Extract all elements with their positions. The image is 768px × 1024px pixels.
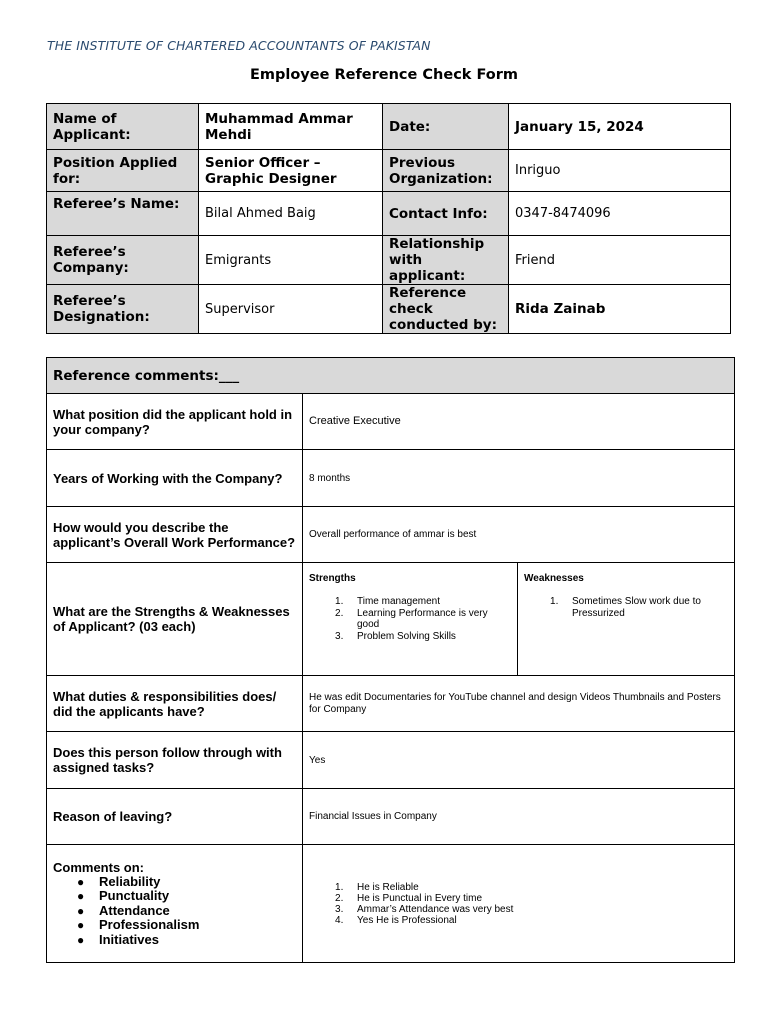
answer-position-held: Creative Executive [303,394,735,450]
answer-duties: He was edit Documentaries for YouTube channel and design Videos Thumbnails and Posters for Company [303,676,735,732]
comments-on-list [53,875,296,947]
contact-info-label: Contact Info: [383,192,509,236]
conducted-by-value: Rida Zainab [509,285,731,334]
weaknesses-title: Weaknesses [524,573,584,584]
conducted-by-label: Reference check conducted by: [383,285,509,334]
list-item: ● Initiatives [77,933,296,947]
question-strengths-weaknesses: What are the Strengths & Weaknesses of Applicant? (03 each) [47,563,303,676]
name-label: Name of Applicant: [47,104,199,150]
list-item: ● Punctuality [77,889,296,903]
question-position-held: What position did the applicant hold in your company? [47,394,303,450]
referee-company-value: Emigrants [199,236,383,285]
question-overall-performance: How would you describe the applicant’s Overall Work Performance? [47,507,303,563]
contact-info-value: 0347-8474096 [509,192,731,236]
list-item: Yes He is Professional [357,914,457,926]
question-duties: What duties & responsibilities does/ did the applicants have? [47,676,303,732]
name-value: Muhammad Ammar Mehdi [199,104,383,150]
organization-name: THE INSTITUTE OF CHARTERED ACCOUNTANTS OF PAKISTAN [47,38,431,53]
list-item: Ammar’s Attendance was very best [357,903,514,915]
position-value: Senior Officer – Graphic Designer [199,150,383,192]
relationship-label: Relationship with applicant: [383,236,509,285]
answer-comments-on [303,845,735,963]
answer-overall-performance: Overall performance of ammar is best [303,507,735,563]
strengths-cell [303,563,518,676]
question-years-working: Years of Working with the Company? [47,450,303,507]
list-item: ● Professionalism [77,918,296,932]
date-label: Date: [383,104,509,150]
answer-reason-leaving: Financial Issues in Company [303,789,735,845]
relationship-value: Friend [509,236,731,285]
referee-designation-value: Supervisor [199,285,383,334]
answer-follow-through: Yes [303,732,735,789]
list-item: He is Punctual in Every time [357,892,483,904]
reference-comments-table [46,357,735,963]
comments-answer-list [309,882,728,926]
previous-organization-value: Inriguo [509,150,731,192]
list-item: ● Attendance [77,904,296,918]
list-item: ● Reliability [77,875,296,889]
comments-on-title: Comments on: [53,859,144,875]
strengths-title: Strengths [309,573,356,584]
list-item: Learning Performance is very good [357,607,488,630]
question-comments-on [47,845,303,963]
weaknesses-cell [518,563,735,676]
position-label: Position Applied for: [47,150,199,192]
answer-years-working: 8 months [303,450,735,507]
referee-designation-label: Referee’s Designation: [47,285,199,334]
question-reason-leaving: Reason of leaving? [47,789,303,845]
applicant-info-table [46,103,731,334]
list-item: Sometimes Slow work due to Pressurized [572,596,701,619]
weaknesses-list [524,596,728,619]
question-follow-through: Does this person follow through with assigned tasks? [47,732,303,789]
strengths-list [309,596,511,642]
list-item: Problem Solving Skills [357,630,456,642]
date-value: January 15, 2024 [509,104,731,150]
referee-name-label: Referee’s Name: [47,192,199,236]
list-item: Time management [357,596,440,607]
referee-company-label: Referee’s Company: [47,236,199,285]
referee-name-value: Bilal Ahmed Baig [199,192,383,236]
list-item: He is Reliable [357,881,419,893]
previous-organization-label: Previous Organization: [383,150,509,192]
reference-comments-header: Reference comments:___ [47,358,735,394]
form-title: Employee Reference Check Form [249,67,519,83]
